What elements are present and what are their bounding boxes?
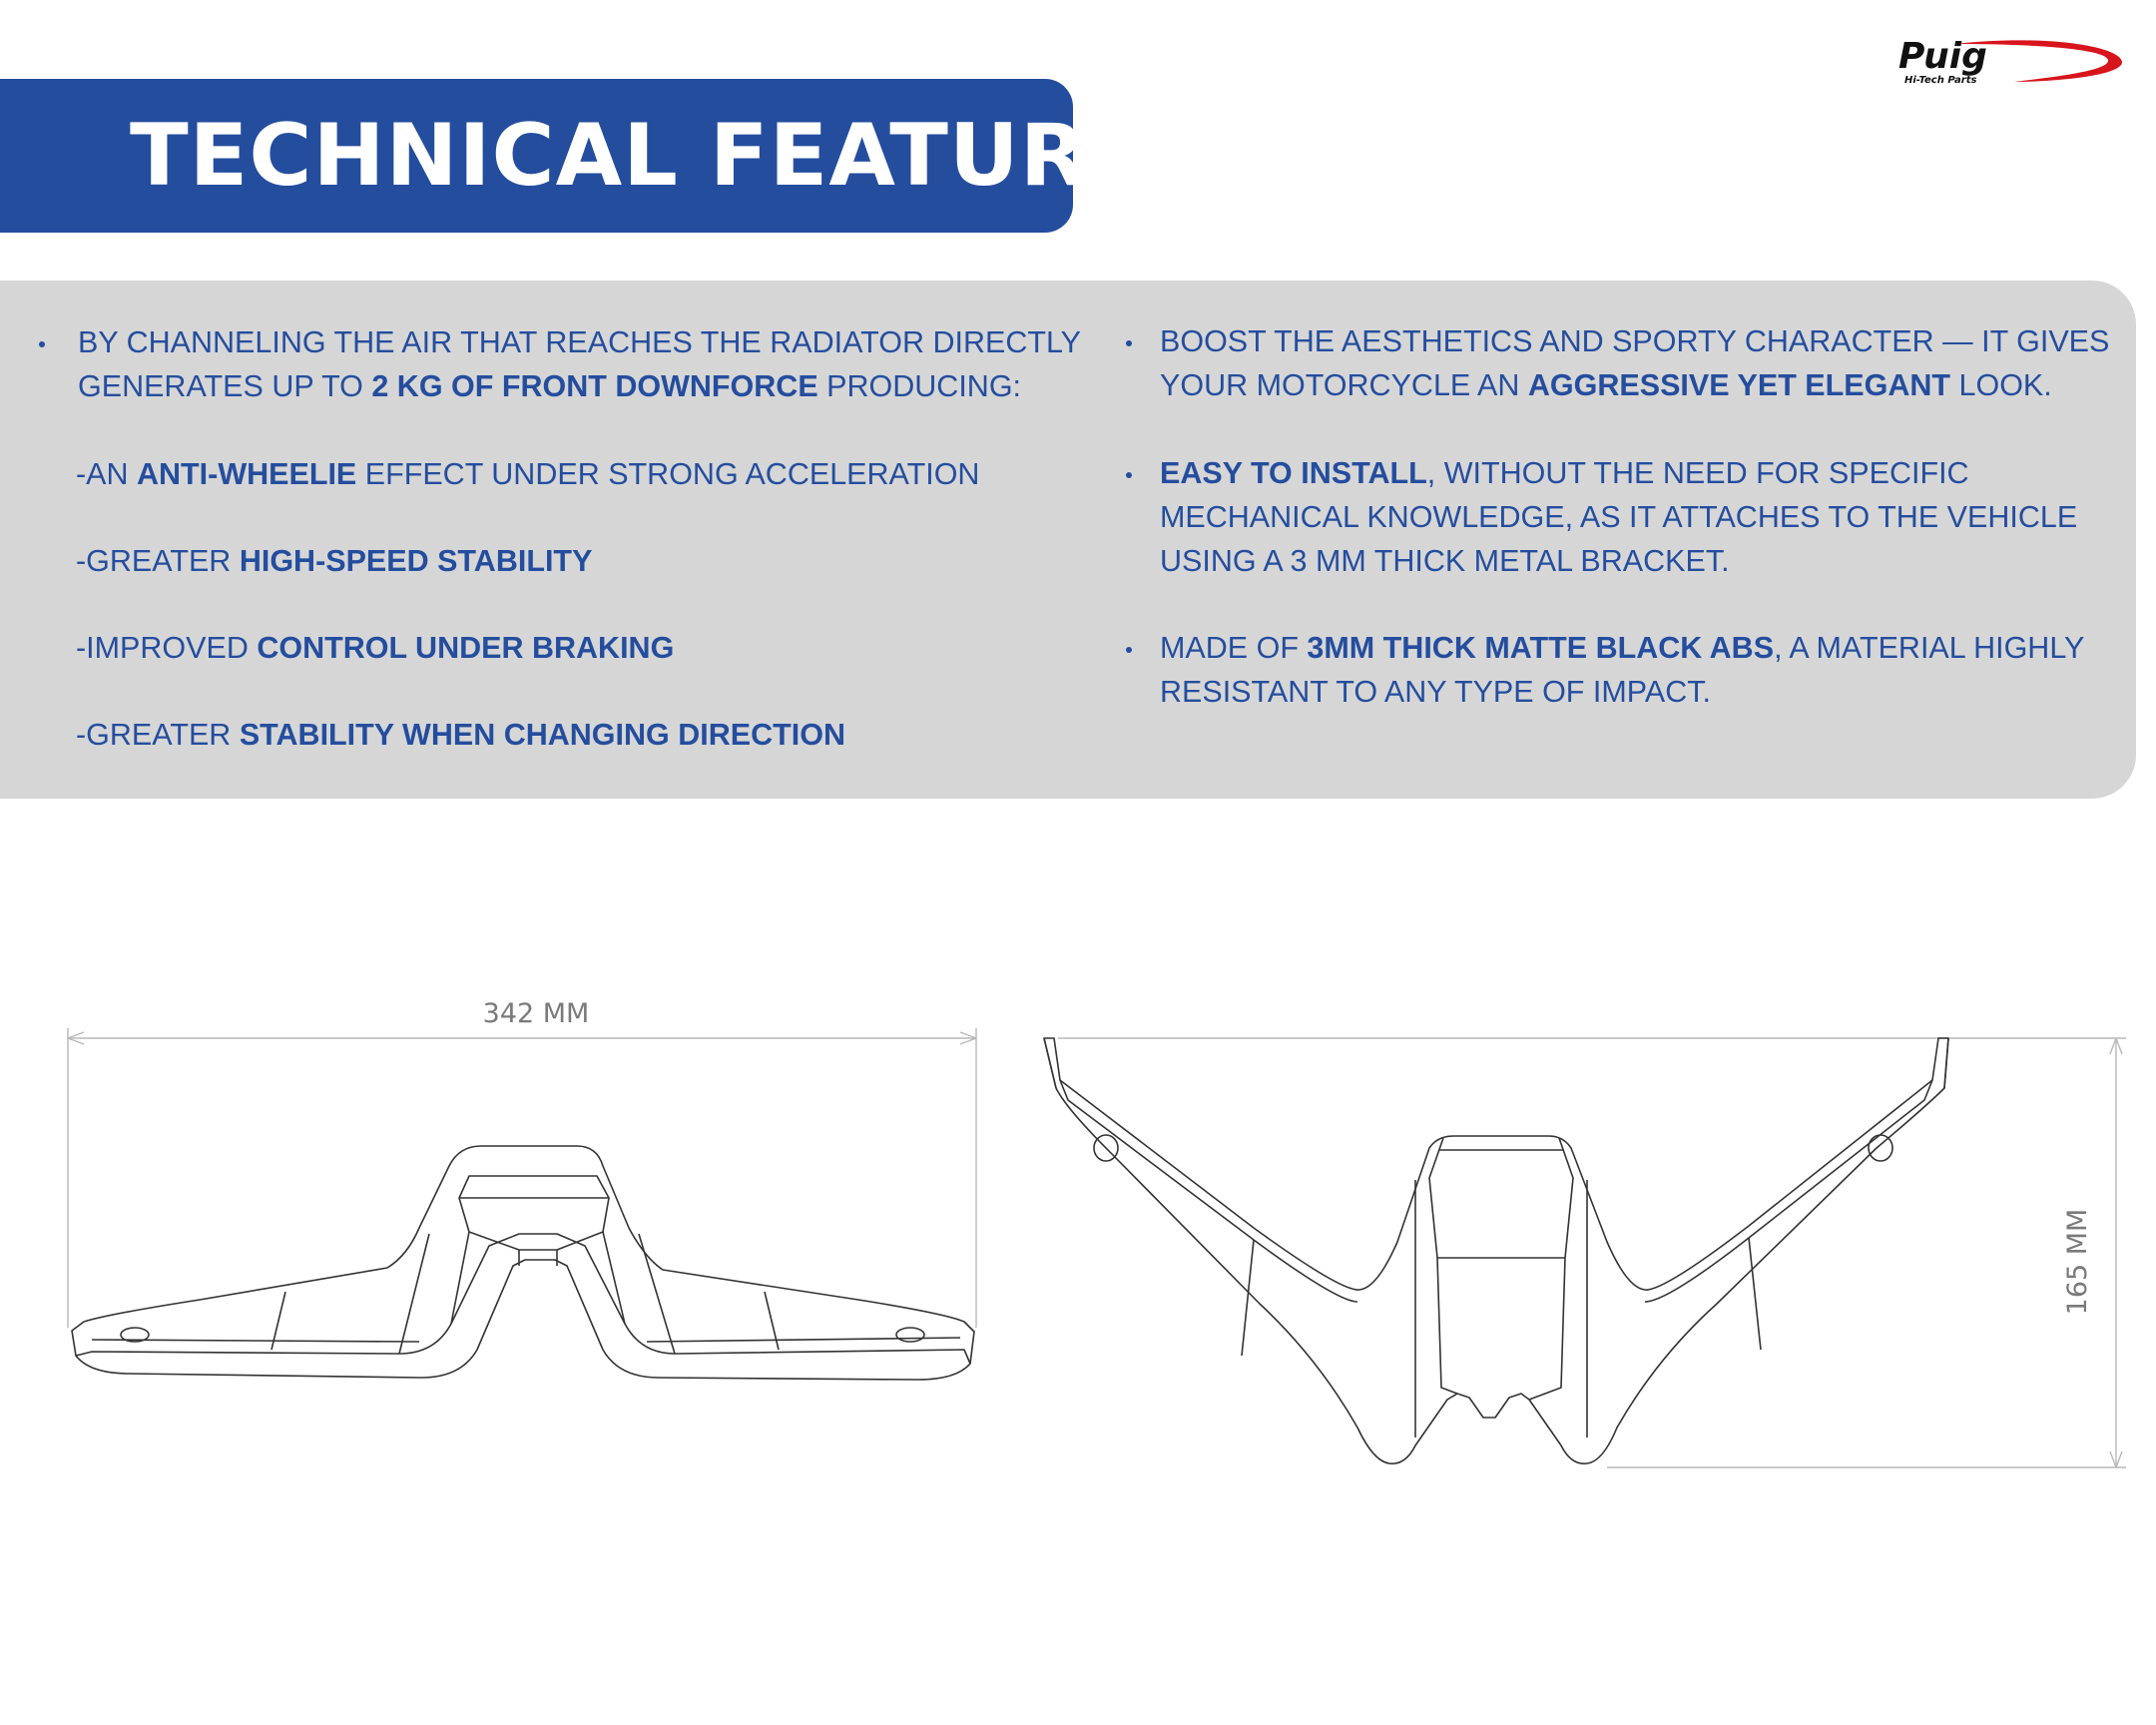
height-dimension-label: 165 MM	[2062, 1208, 2093, 1316]
feature-install-line2: MECHANICAL KNOWLEDGE, AS IT ATTACHES TO THE VEHICLE	[1160, 500, 2078, 534]
benefit-direction-stability: -GREATER STABILITY WHEN CHANGING DIRECTION	[76, 718, 845, 752]
feature-install-line3: USING A 3 MM THICK METAL BRACKET.	[1160, 544, 1730, 578]
feature-aesthetics-line2: YOUR MOTORCYCLE AN AGGRESSIVE YET ELEGANT LOOK.	[1160, 368, 2052, 402]
height-dimension-line	[1058, 1038, 2126, 1467]
front-view-drawing	[68, 1028, 976, 1380]
benefit-high-speed-stability: -GREATER HIGH-SPEED STABILITY	[76, 544, 593, 578]
feature-downforce-line1: BY CHANNELING THE AIR THAT REACHES THE RADIATOR DIRECTLY	[78, 325, 1082, 359]
mounting-hole-right	[1869, 1135, 1892, 1161]
logo-wordmark: Puig	[1898, 38, 1987, 77]
feature-install-line1: EASY TO INSTALL, WITHOUT THE NEED FOR SPECIFIC	[1160, 456, 1969, 490]
page-title: TECHNICAL FEATURES	[130, 106, 1210, 206]
top-view-drawing	[1044, 1038, 2126, 1467]
width-dimension-line	[68, 1028, 976, 1328]
mounting-hole-right	[896, 1328, 924, 1342]
benefit-braking-control: -IMPROVED CONTROL UNDER BRAKING	[76, 631, 675, 665]
feature-aesthetics-line1: BOOST THE AESTHETICS AND SPORTY CHARACTER — IT GIVES	[1160, 324, 2110, 358]
width-dimension-label: 342 MM	[482, 998, 590, 1029]
benefit-anti-wheelie: -AN ANTI-WHEELIE EFFECT UNDER STRONG ACCELERATION	[76, 457, 980, 491]
feature-material-line1: MADE OF 3MM THICK MATTE BLACK ABS, A MATERIAL HIGHLY	[1160, 631, 2085, 665]
logo-tagline: Hi-Tech Parts	[1904, 75, 1977, 86]
feature-downforce-line2: GENERATES UP TO 2 KG OF FRONT DOWNFORCE PRODUCING:	[78, 369, 1022, 403]
feature-material-line2: RESISTANT TO ANY TYPE OF IMPACT.	[1160, 675, 1711, 709]
